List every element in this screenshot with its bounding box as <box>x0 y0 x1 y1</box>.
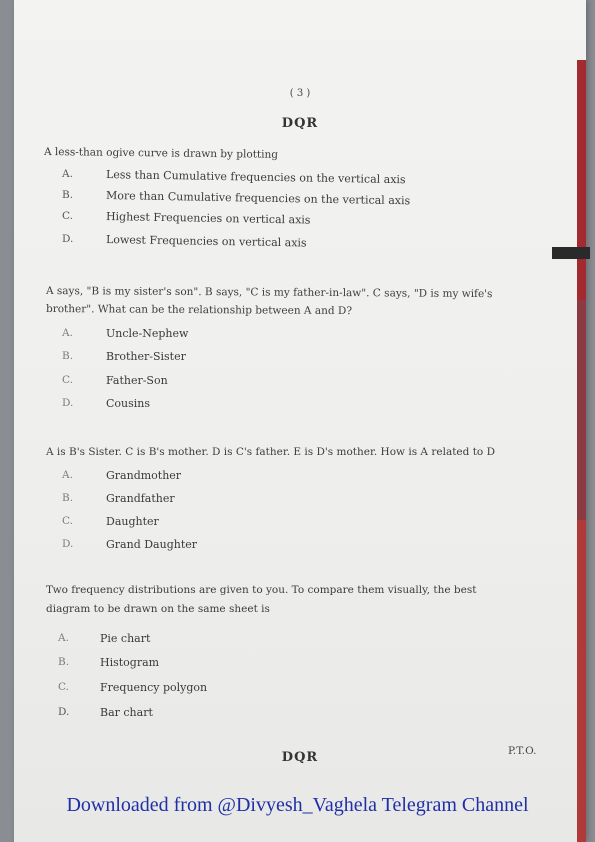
q1-option-d-text: Lowest Frequencies on vertical axis <box>105 233 307 250</box>
download-watermark: Downloaded from @Divyesh_Vaghela Telegram Channel <box>66 794 529 816</box>
question-4-text-line-2: diagram to be drawn on the same sheet is <box>46 603 270 615</box>
q3-option-d-label: D. <box>62 538 74 550</box>
question-1-text: A less-than ogive curve is drawn by plotting <box>43 146 279 161</box>
header-code: DQR <box>281 116 319 131</box>
page-number: ( 3 ) <box>289 88 311 99</box>
q1-option-d-label: D. <box>62 233 74 245</box>
q3-option-a-text: Grandmother <box>106 469 182 482</box>
q3-option-c-text: Daughter <box>106 515 159 528</box>
q1-option-a-label: A. <box>62 168 73 180</box>
question-3-text: A is B's Sister. C is B's mother. D is C's father. E is D's mother. How is A related to D <box>46 446 495 458</box>
q2-option-a-label: A. <box>62 327 73 339</box>
q1-option-a-text: Less than Cumulative frequencies on the vertical axis <box>105 168 406 187</box>
q1-option-b-text: More than Cumulative frequencies on the vertical axis <box>105 189 411 208</box>
q4-option-a-text: Pie chart <box>100 632 151 645</box>
q1-option-c-text: Highest Frequencies on vertical axis <box>105 210 311 227</box>
q4-option-c-text: Frequency polygon <box>100 681 208 694</box>
q1-option-b-label: B. <box>62 189 74 201</box>
exam-paper-sheet <box>14 0 586 842</box>
q1-option-c-label: C. <box>62 210 73 222</box>
q3-option-c-label: C. <box>62 515 73 527</box>
q3-option-a-label: A. <box>62 469 73 481</box>
q2-option-d-label: D. <box>62 397 74 409</box>
q2-option-b-label: B. <box>62 350 74 362</box>
q4-option-d-text: Bar chart <box>100 706 153 719</box>
q2-option-c-label: C. <box>62 374 73 386</box>
q4-option-c-label: C. <box>58 681 69 693</box>
q4-option-b-label: B. <box>58 656 70 668</box>
q2-option-b-text: Brother-Sister <box>106 350 186 363</box>
q4-option-a-label: A. <box>58 632 69 644</box>
q3-option-b-label: B. <box>62 492 74 504</box>
q4-option-b-text: Histogram <box>100 656 160 669</box>
dark-tab-mark <box>552 247 590 259</box>
question-2-text-line-1: A says, "B is my sister's son". B says, "C is my father-in-law". C says, "D is my wife's <box>45 285 493 301</box>
question-4-text-line-1: Two frequency distributions are given to you. To compare them visually, the best <box>46 584 477 596</box>
background-edge <box>577 300 586 520</box>
footer-code: DQR <box>281 750 319 765</box>
q3-option-d-text: Grand Daughter <box>106 538 198 551</box>
question-2-text-line-2: brother". What can be the relationship between A and D? <box>45 303 353 318</box>
q2-option-a-text: Uncle-Nephew <box>106 327 189 340</box>
q3-option-b-text: Grandfather <box>106 492 175 505</box>
q4-option-d-label: D. <box>58 706 70 718</box>
q2-option-c-text: Father-Son <box>106 374 168 387</box>
q2-option-d-text: Cousins <box>106 397 151 410</box>
pto-note: P.T.O. <box>508 745 537 757</box>
